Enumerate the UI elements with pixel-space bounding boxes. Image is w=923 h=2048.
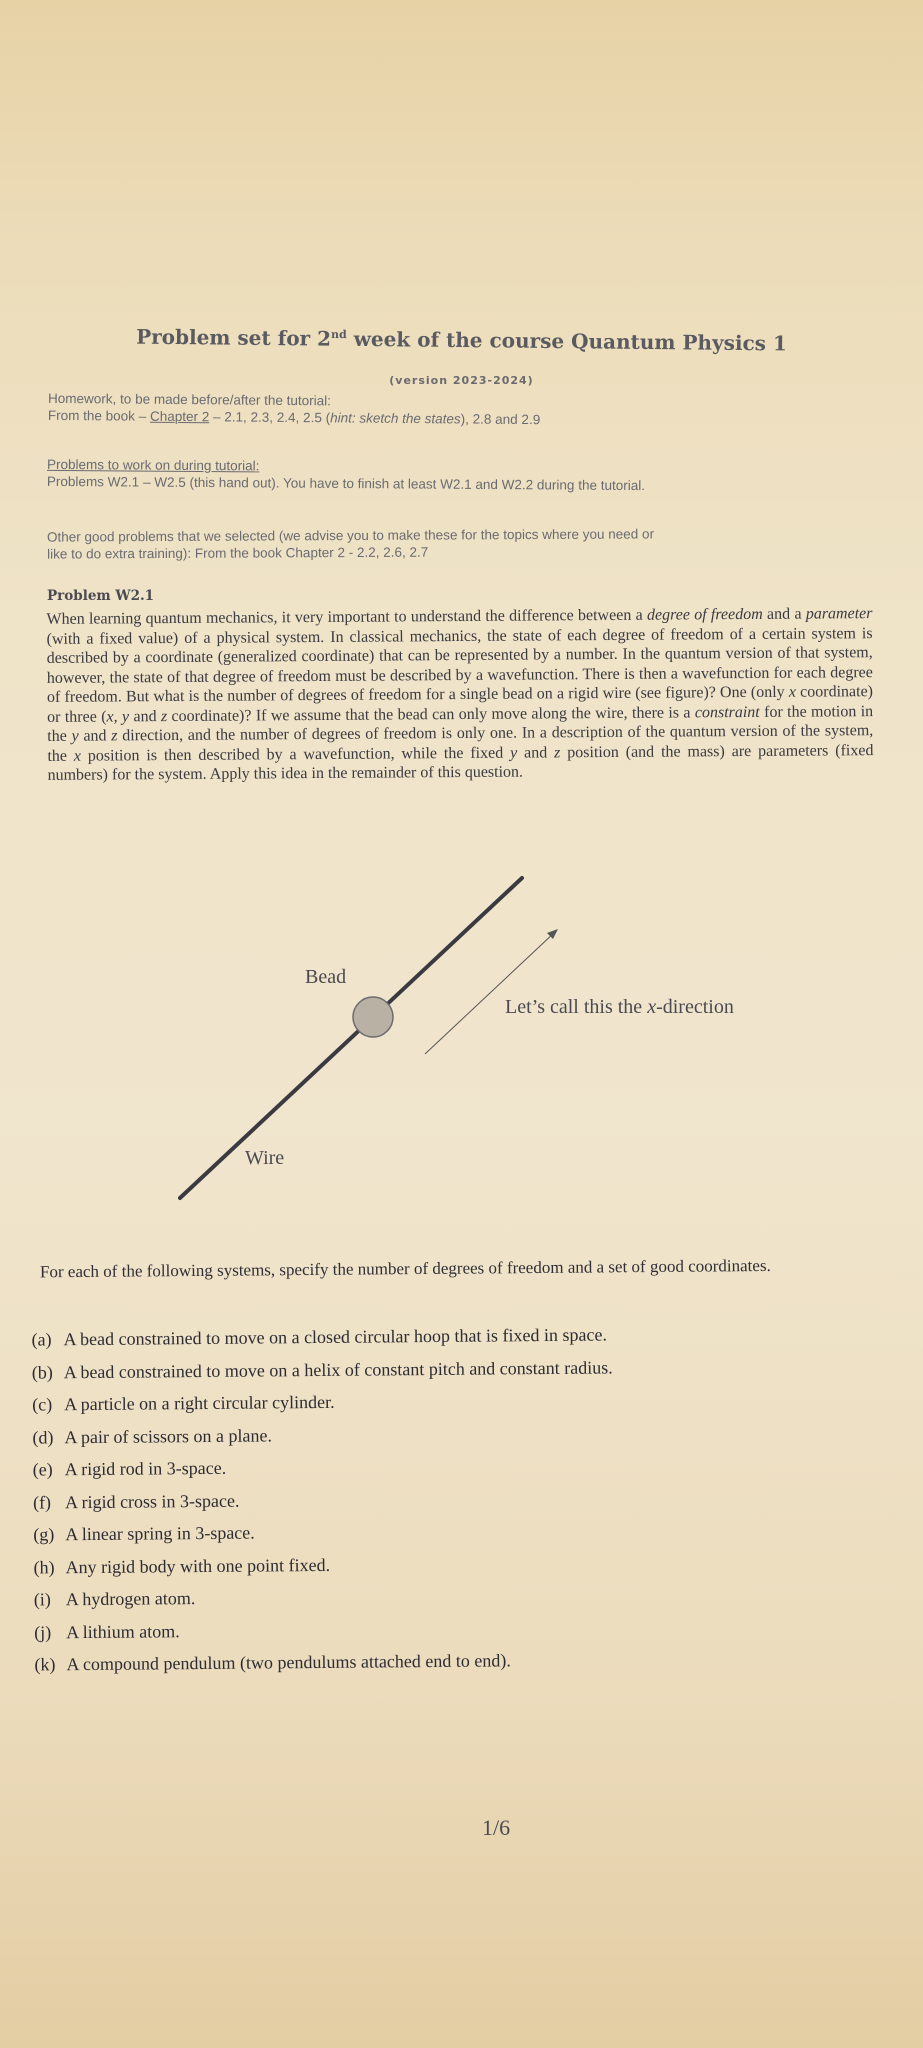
tutorial-text: Problems W2.1 – W2.5 (this hand out). You have to finish at least W2.1 and W2.2 during the tutorial. (46, 473, 646, 494)
wire-line (180, 878, 522, 1198)
problem-paragraph: When learning quantum mechanics, it very important to understand the difference between a degree of freedom and a parameter (with a fixed value) of a physical system. In classical mechanics, the state of each degree of freedom of a certain system is described by a coordinate (generalized coordinate) that can be represented by a number. In the quantum version of that system, however, the state of that degree of freedom must be described by a wavefunction. There is then a wavefunction for each degree of freedom. But what is the number of degrees of freedom for a single bead on a rigid wire (see figure)? One (only x coordinate) or three (x, y and z coordinate)? If we assume that the bead can only move along the wire, there is a constraint for the motion in the y and z direction, and the number of degrees of freedom is only one. In a description of the quantum version of the system, the x position is then described by a wavefunction, while the fixed y and z position (and the mass) are parameters (fixed numbers) for the system. Apply this idea in the remainder of this question. (46, 605, 874, 784)
homework-label: Homework, to be made before/after the tutorial: (48, 390, 332, 409)
chapter-link: Chapter 2 (149, 408, 210, 425)
tutorial-section (47, 456, 645, 494)
title-superscript: nd (331, 327, 347, 342)
list-item: (b) A bead constrained to move on a helix of constant pitch and constant radius. (31, 1356, 613, 1382)
list-item: (g) A linear spring in 3-space. (33, 1522, 255, 1545)
list-item: (f) A rigid cross in 3-space. (32, 1490, 240, 1512)
tutorial-label: Problems to work on during tutorial: (47, 456, 260, 474)
list-item: (i) A hydrogen atom. (33, 1588, 196, 1610)
hint-text: hint: sketch the states (330, 410, 461, 427)
list-item: (e) A rigid rod in 3-space. (32, 1457, 227, 1480)
homework-section (48, 390, 541, 428)
bead-label: Bead (305, 966, 347, 988)
list-item: (k) A compound pendulum (two pendulums attached end to end). (34, 1650, 511, 1675)
direction-label: Let’s call this the x-direction (505, 996, 734, 1018)
list-item: (a) A bead constrained to move on a closed circular hoop that is fixed in space. (31, 1324, 608, 1350)
wire-label: Wire (245, 1147, 285, 1169)
page-number: 1/6 (482, 1815, 511, 1840)
list-item: (j) A lithium atom. (34, 1620, 180, 1642)
list-item: (c) A particle on a right circular cylinder. (32, 1391, 335, 1415)
list-item: (h) Any rigid body with one point fixed. (33, 1554, 331, 1577)
other-line-2: like to do extra training): From the book Chapter 2 - 2.2, 2.6, 2.7 (47, 544, 429, 562)
system-list (31, 1317, 834, 1681)
homework-book-line: From the book – Chapter 2 – 2.1, 2.3, 2.4, 2.5 (hint: sketch the states), 2.8 and 2.9 (47, 407, 541, 428)
version-label: (version 2023-2024) (389, 374, 534, 387)
other-problems-section (47, 525, 654, 562)
title-text: Problem set for 2 (136, 324, 332, 351)
problem-title: Problem W2.1 (47, 588, 155, 604)
other-line-1: Other good problems that we selected (we advise you to make these for the topics where you need or (46, 526, 655, 545)
question-text: For each of the following systems, specify the number of degrees of freedom and a set of good coordinates. (39, 1255, 771, 1282)
list-item: (d) A pair of scissors on a plane. (32, 1424, 272, 1447)
title-text-rest: week of the course Quantum Physics 1 (346, 326, 787, 356)
bead-circle (353, 997, 393, 1037)
page-title (0, 323, 923, 357)
